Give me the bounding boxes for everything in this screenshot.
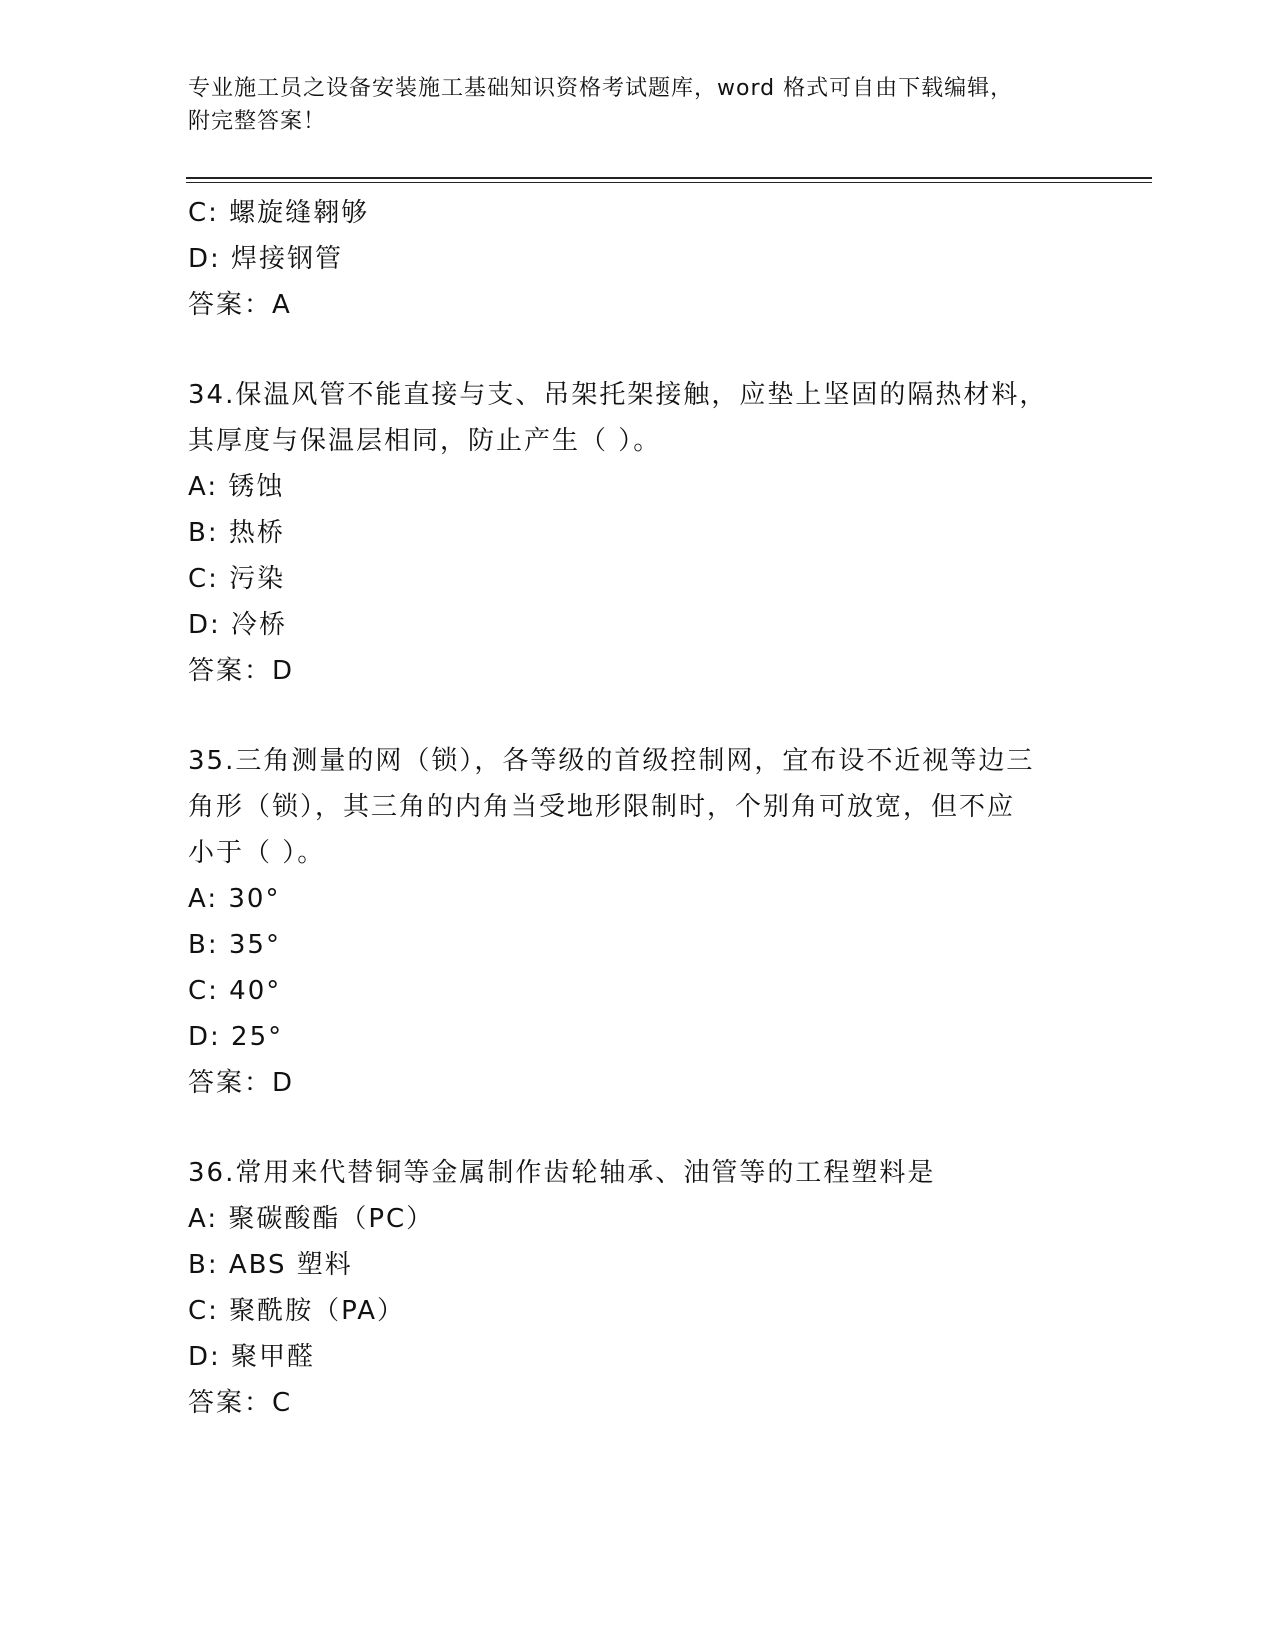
answer: 答案：D: [188, 656, 295, 686]
question-stem-line: 其厚度与保温层相同，防止产生（ ）。: [188, 426, 662, 456]
header-line-2: 附完整答案！: [188, 109, 327, 134]
page-header: [188, 72, 1068, 138]
question-stem-line: 角形（锁），其三角的内角当受地形限制时，个别角可放宽，但不应: [188, 792, 1016, 822]
question-34: [188, 372, 1088, 694]
question-list: [188, 190, 1088, 1426]
option-c: C: 聚酰胺（PA）: [188, 1296, 405, 1326]
header-divider-thick: [186, 177, 1152, 179]
option-d: D: 聚甲醛: [188, 1342, 316, 1372]
option-c: C: 污染: [188, 564, 286, 594]
question-fragment: [188, 190, 1088, 328]
header-divider-thin: [186, 182, 1152, 183]
spacer: [188, 694, 1088, 738]
question-36: [188, 1150, 1088, 1426]
option-b: B: 热桥: [188, 518, 285, 548]
option-a: A: 锈蚀: [188, 472, 285, 502]
option-c: C: 40°: [188, 976, 282, 1006]
question-stem-line: 35.三角测量的网（锁），各等级的首级控制网，宜布设不近视等边三: [188, 746, 1035, 776]
question-stem: [188, 1150, 1088, 1196]
option-d: D: 25°: [188, 1022, 284, 1052]
question-stem: [188, 372, 1088, 464]
question-35: [188, 738, 1088, 1106]
answer: 答案：A: [188, 290, 292, 320]
question-stem-line: 36.常用来代替铜等金属制作齿轮轴承、油管等的工程塑料是: [188, 1158, 936, 1188]
option-a: A: 30°: [188, 884, 281, 914]
option-c: C: 螺旋缝翱够: [188, 198, 370, 228]
spacer: [188, 1106, 1088, 1150]
option-a: A: 聚碳酸酯（PC）: [188, 1204, 435, 1234]
option-d: D: 冷桥: [188, 610, 288, 640]
question-stem-line: 小于（ ）。: [188, 838, 326, 868]
answer: 答案：C: [188, 1388, 293, 1418]
option-d: D: 焊接钢管: [188, 244, 344, 274]
option-b: B: 35°: [188, 930, 281, 960]
option-b: B: ABS 塑料: [188, 1250, 353, 1280]
question-stem-line: 34.保温风管不能直接与支、吊架托架接触，应垫上坚固的隔热材料，: [188, 380, 1048, 410]
question-stem: [188, 738, 1088, 876]
answer: 答案：D: [188, 1068, 295, 1098]
spacer: [188, 328, 1088, 372]
header-line-1: 专业施工员之设备安装施工基础知识资格考试题库，word 格式可自由下载编辑，: [188, 76, 1014, 101]
